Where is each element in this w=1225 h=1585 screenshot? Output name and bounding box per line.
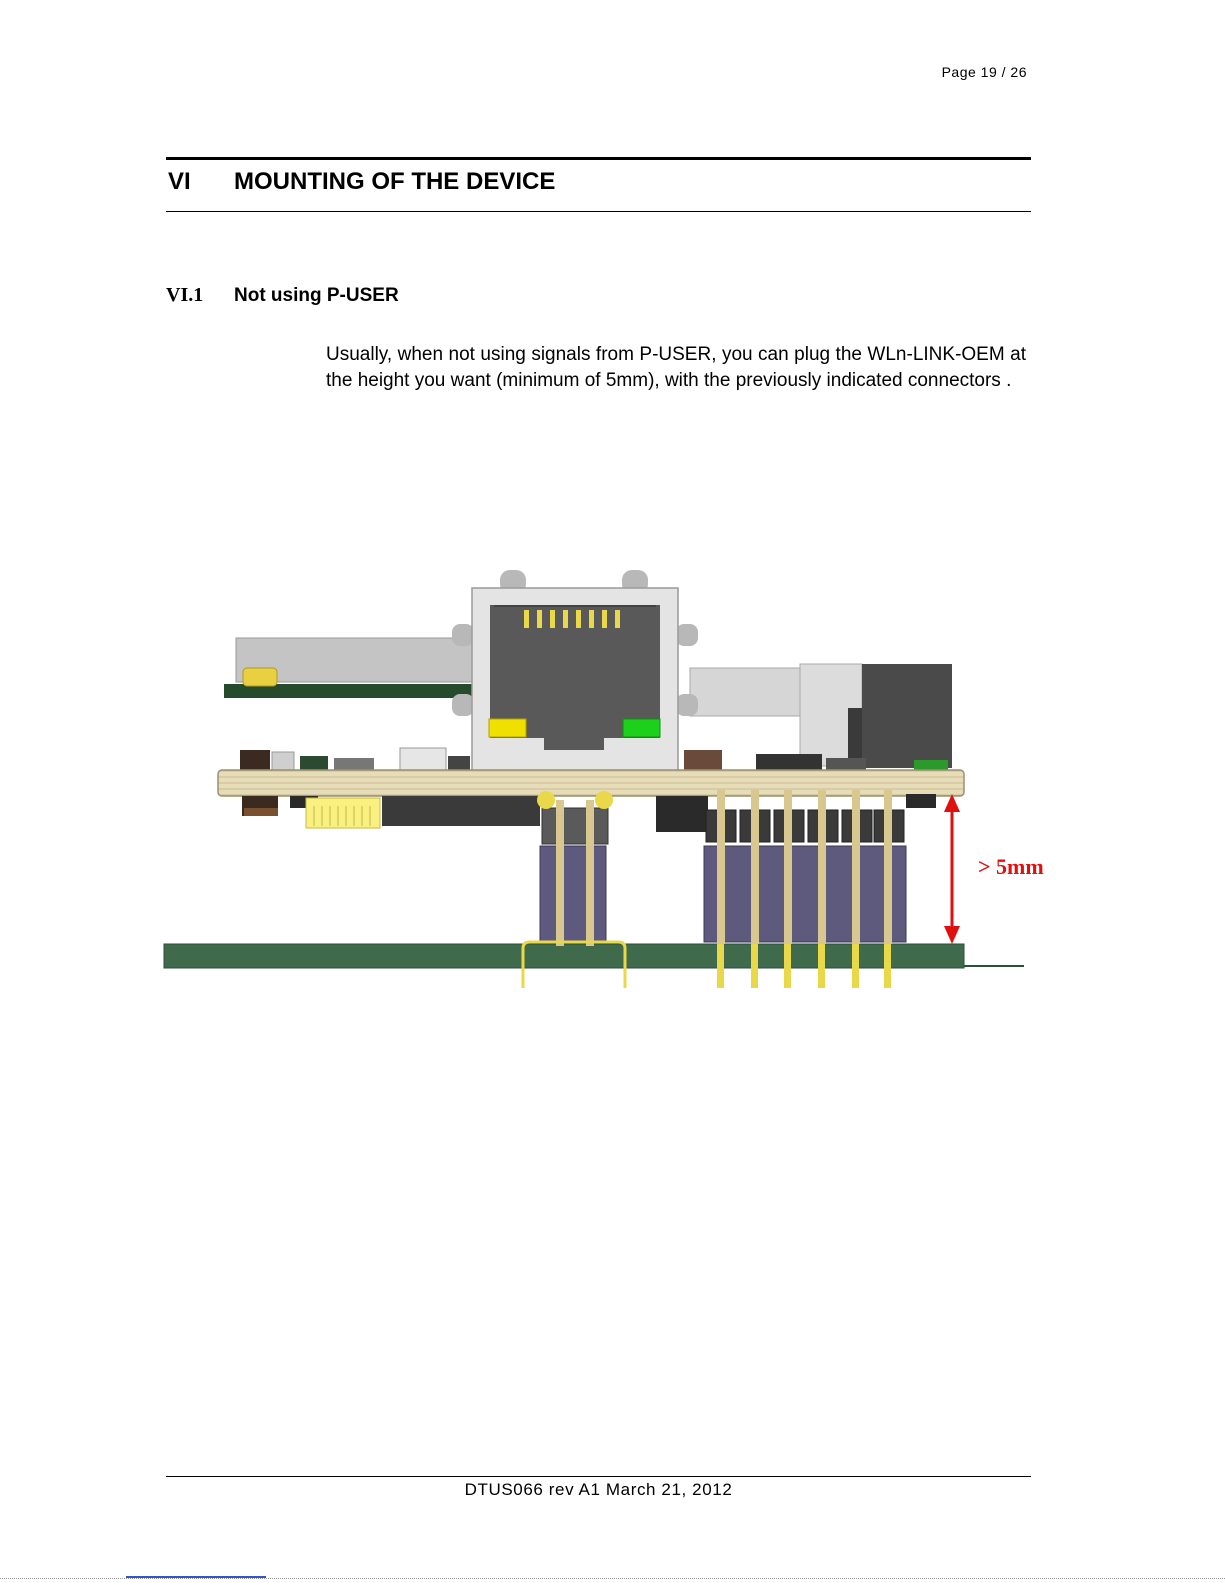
mounting-illustration [160, 560, 1060, 1000]
section-heading [168, 168, 555, 204]
section-title: MOUNTING OF THE DEVICE [234, 168, 556, 195]
section-rule-top [166, 157, 1031, 160]
page-number: Page 19 / 26 [941, 64, 1027, 80]
mounting-figure [160, 560, 1060, 1000]
height-label: > 5mm [978, 854, 1044, 879]
section-number: VI [168, 168, 191, 195]
subsection-heading [166, 284, 399, 312]
subsection-number: VI.1 [166, 284, 204, 306]
page-edge [0, 1578, 1225, 1580]
body-paragraph: Usually, when not using signals from P-USER, you can plug the WLn-LINK-OEM at the height you want (minimum of 5mm), with the previously indicated connectors . [326, 344, 1026, 391]
height-dimension-arrow [944, 794, 960, 944]
footer-rule [166, 1476, 1031, 1477]
green-led [623, 719, 660, 737]
yellow-led [489, 719, 526, 737]
rj45-connector [452, 570, 698, 772]
host-pcb [164, 944, 1024, 968]
upper-daughter-board [224, 638, 476, 698]
footer-document-ref: DTUS066 rev A1 March 21, 2012 [464, 1480, 733, 1499]
section-rule-bottom [166, 211, 1031, 212]
page-edge-link [126, 1576, 266, 1578]
subsection-title: Not using P-USER [234, 285, 399, 306]
right-enclosure [690, 664, 952, 768]
